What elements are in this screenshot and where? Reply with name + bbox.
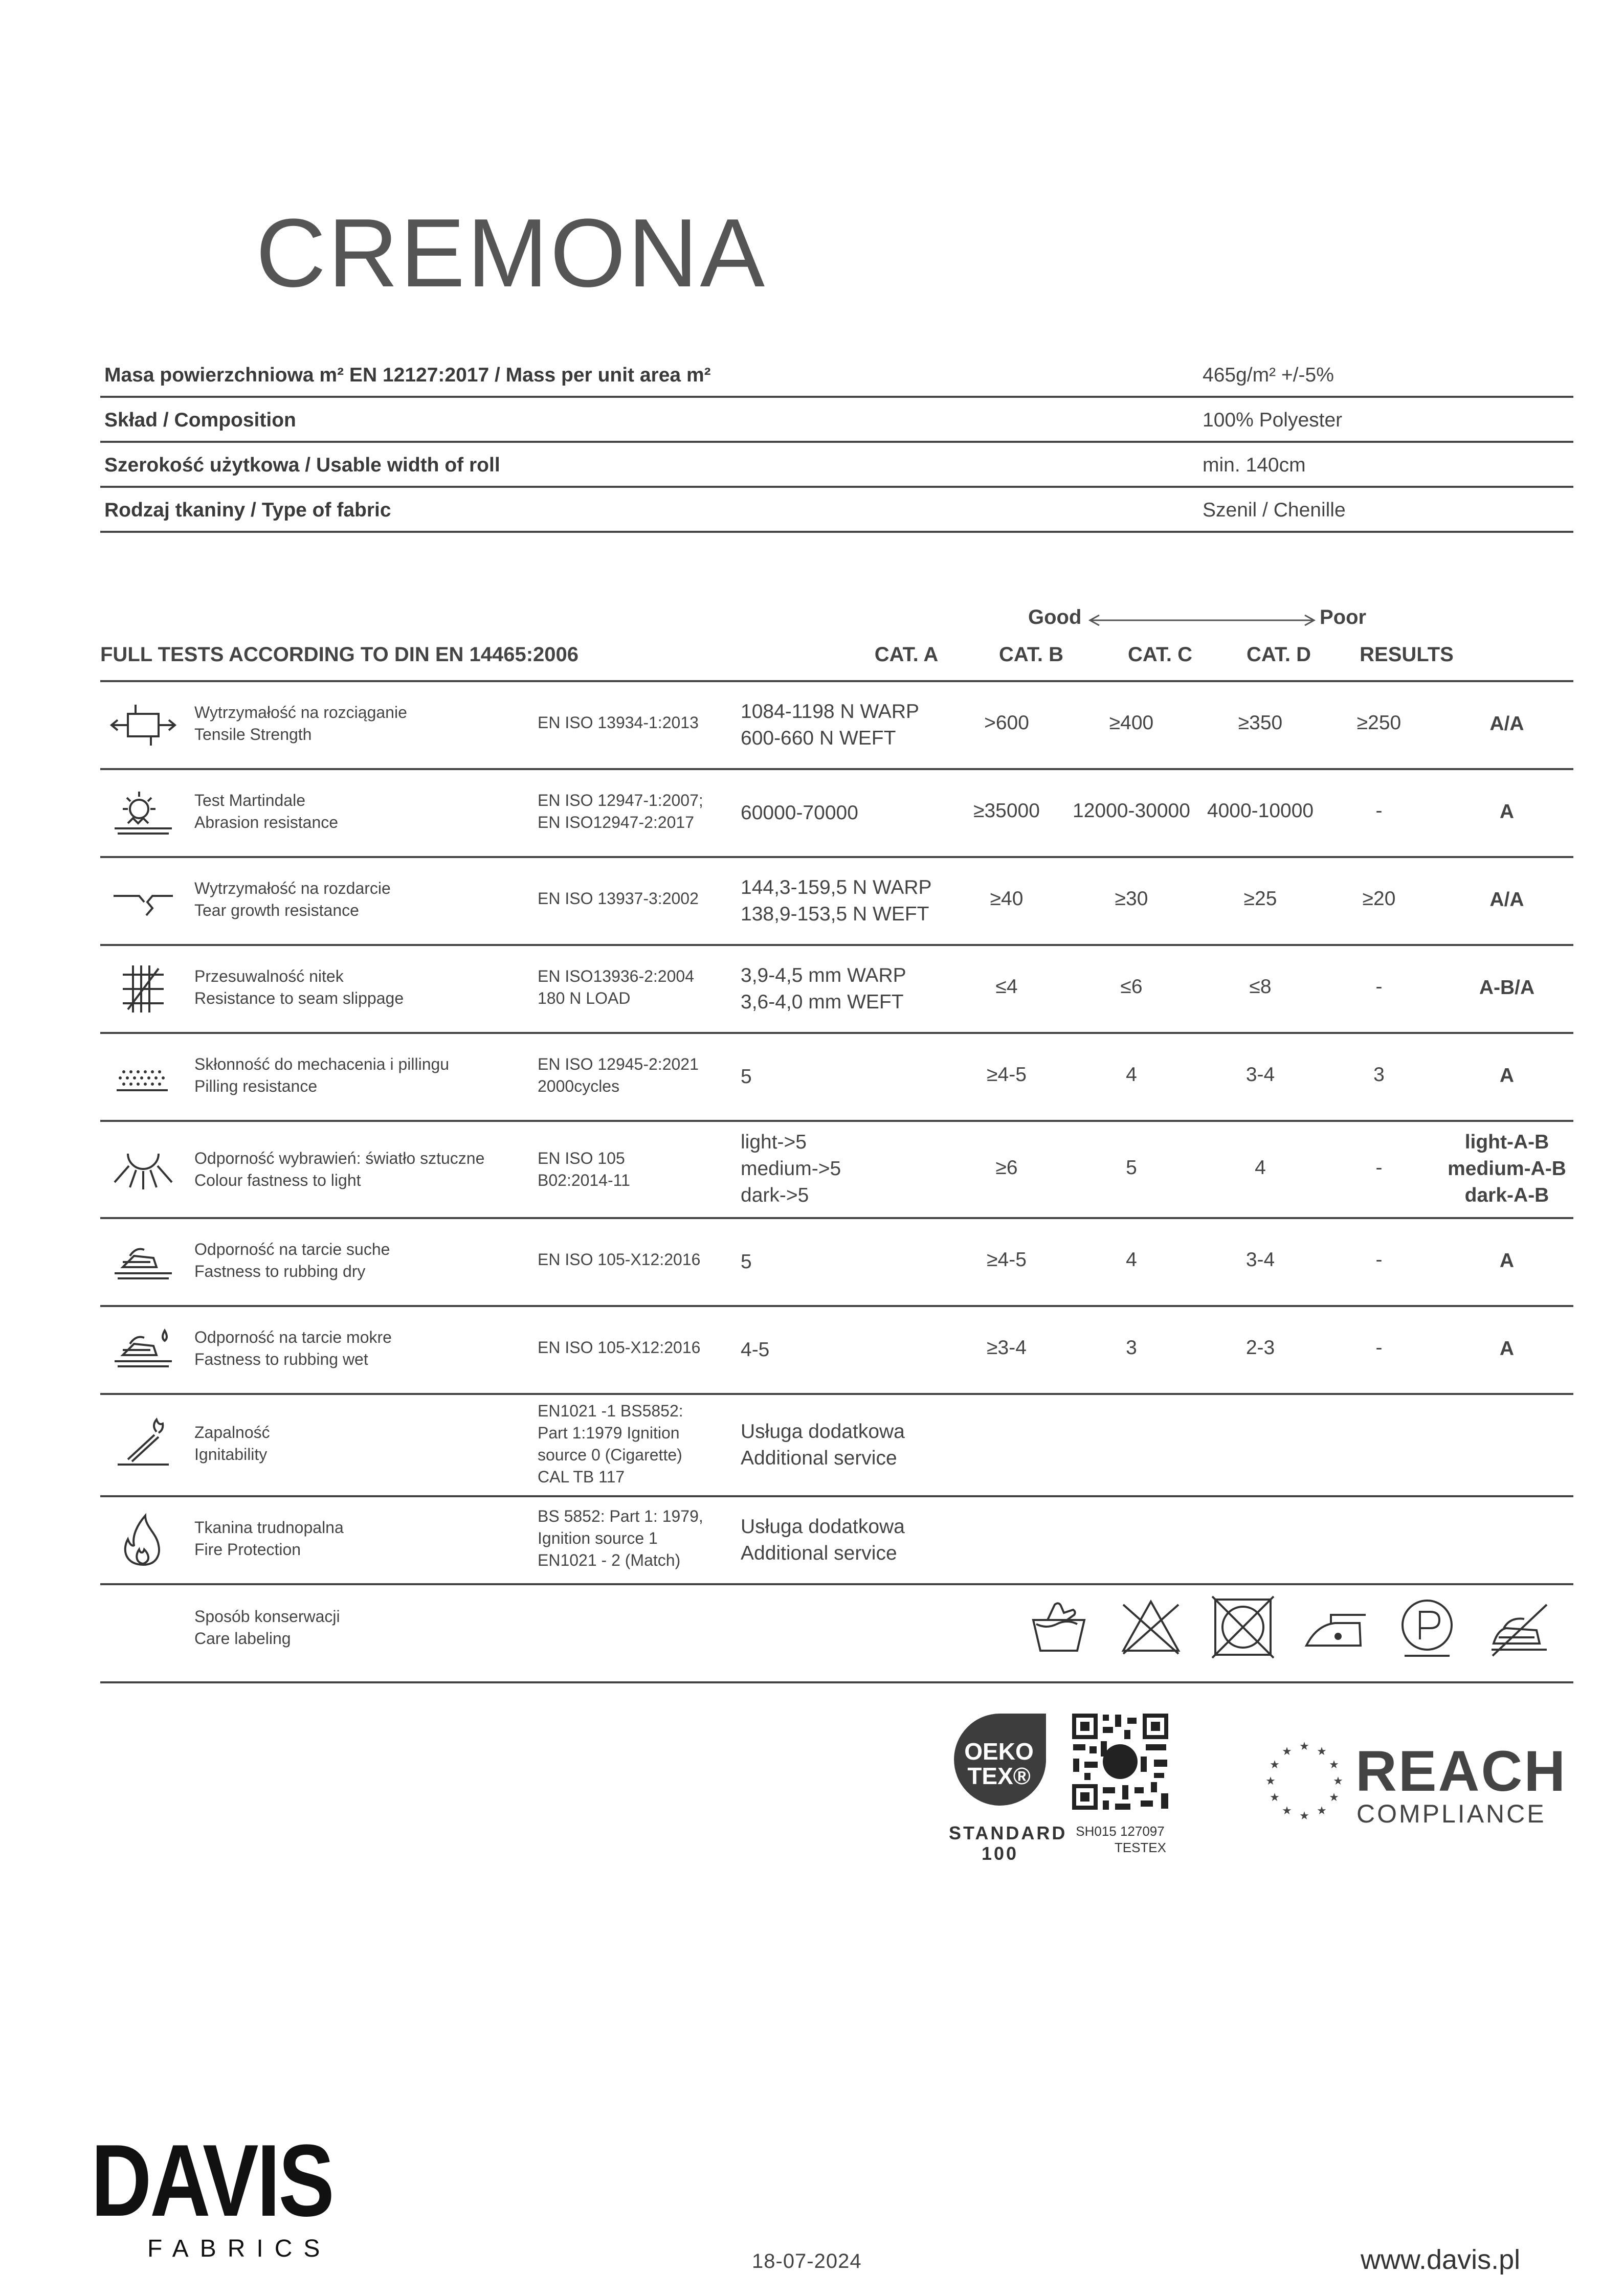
- result-value: A-B/A: [1479, 977, 1535, 999]
- test-result: Additional service: [741, 1542, 897, 1564]
- cat-d-value: -: [1375, 976, 1383, 998]
- tests-header-title: FULL TESTS ACCORDING TO DIN EN 14465:2006: [100, 643, 579, 666]
- spec-row: [100, 488, 1573, 533]
- spec-label: Rodzaj tkaniny / Type of fabric: [104, 499, 391, 521]
- oeko-line-2: TEX®: [967, 1763, 1031, 1789]
- svg-text:★: ★: [1329, 1791, 1339, 1804]
- svg-text:★: ★: [1317, 1805, 1327, 1817]
- test-norm: EN ISO 105-X12:2016: [538, 1338, 701, 1357]
- cat-a-value: ≥3-4: [987, 1337, 1027, 1359]
- test-name-en: Tensile Strength: [194, 725, 312, 744]
- cat-d-value: ≥250: [1356, 712, 1401, 734]
- cat-c-value: ≥25: [1243, 888, 1277, 910]
- spec-value: Szenil / Chenille: [1203, 499, 1346, 521]
- test-name-pl: Zapalność: [194, 1423, 270, 1442]
- spec-row: [100, 398, 1573, 443]
- spec-label: Szerokość użytkowa / Usable width of roll: [104, 454, 500, 476]
- cat-b-value: ≥30: [1115, 888, 1148, 910]
- cat-a-value: ≥4-5: [987, 1064, 1027, 1086]
- test-norm: Part 1:1979 Ignition: [538, 1424, 680, 1442]
- hand-wash-icon: [1023, 1594, 1095, 1661]
- test-norm: EN ISO13936-2:2004: [538, 967, 694, 985]
- test-row-rub-dry: [100, 1219, 1573, 1307]
- davis-logo: [91, 2124, 386, 2262]
- ignitability-icon: [107, 1413, 179, 1475]
- test-norm: EN ISO 105-X12:2016: [538, 1250, 701, 1269]
- test-norm: EN ISO 12945-2:2021: [538, 1055, 699, 1073]
- cat-c-value: 4: [1255, 1157, 1266, 1179]
- test-result: Usługa dodatkowa: [741, 1516, 905, 1538]
- test-name-en: Colour fastness to light: [194, 1171, 361, 1189]
- test-row-martindale: [100, 770, 1573, 858]
- spec-value: min. 140cm: [1203, 454, 1306, 476]
- cat-c-value: 3-4: [1245, 1249, 1275, 1271]
- result-value: light-A-B: [1464, 1131, 1549, 1153]
- header-results: RESULTS: [1360, 643, 1454, 666]
- spec-value: 465g/m² +/-5%: [1203, 364, 1334, 386]
- test-norm: CAL TB 117: [538, 1468, 625, 1486]
- test-result: 138,9-153,5 N WEFT: [741, 903, 929, 925]
- test-result: 3,6-4,0 mm WEFT: [741, 991, 904, 1013]
- spec-value: 100% Polyester: [1203, 409, 1343, 431]
- cat-d-value: 3: [1373, 1064, 1385, 1086]
- scale-poor-label: Poor: [1320, 606, 1367, 628]
- fire-icon: [107, 1510, 179, 1571]
- test-name-pl: Wytrzymałość na rozciąganie: [194, 703, 407, 722]
- result-value: A: [1499, 1065, 1515, 1087]
- test-norm: EN ISO 13934-1:2013: [538, 713, 699, 732]
- oeko-cert-number: SH015 127097: [1076, 1824, 1165, 1839]
- pilling-icon: [107, 1046, 179, 1108]
- header-cat-d: CAT. D: [1247, 643, 1311, 666]
- test-result: dark->5: [741, 1184, 809, 1206]
- care-name-pl: Sposób konserwacji: [194, 1607, 340, 1626]
- cat-a-value: ≥40: [990, 888, 1024, 910]
- test-name-en: Ignitability: [194, 1445, 268, 1464]
- dry-clean-p-icon: [1391, 1594, 1463, 1661]
- light-icon: [107, 1138, 179, 1200]
- scale-good-label: Good: [1028, 606, 1082, 628]
- test-result: 4-5: [741, 1339, 770, 1361]
- test-result: medium->5: [741, 1158, 841, 1180]
- cat-a-value: ≥35000: [973, 800, 1040, 822]
- result-value: A: [1499, 1250, 1515, 1272]
- result-value: A: [1499, 801, 1515, 823]
- test-row-tensile: [100, 682, 1573, 770]
- cat-d-value: -: [1375, 1157, 1383, 1179]
- test-norm: source 0 (Cigarette): [538, 1446, 682, 1464]
- test-name-en: Abrasion resistance: [194, 813, 339, 831]
- no-bleach-icon: [1115, 1594, 1187, 1661]
- test-result: 144,3-159,5 N WARP: [741, 876, 932, 898]
- result-value: dark-A-B: [1464, 1184, 1549, 1206]
- svg-text:★: ★: [1329, 1759, 1339, 1771]
- test-result: Usługa dodatkowa: [741, 1421, 905, 1443]
- rub-wet-icon: [107, 1319, 179, 1381]
- davis-brand: DAVIS: [91, 2124, 333, 2238]
- cat-b-value: 12000-30000: [1073, 800, 1190, 822]
- no-wet-clean-icon: [1483, 1594, 1555, 1661]
- spec-row: [100, 443, 1573, 488]
- martindale-icon: [107, 782, 179, 844]
- test-norm: B02:2014-11: [538, 1171, 630, 1189]
- test-row-seam: [100, 946, 1573, 1034]
- footer-date: 18-07-2024: [752, 2250, 862, 2272]
- test-row-pilling: [100, 1034, 1573, 1122]
- care-name-en: Care labeling: [194, 1629, 291, 1648]
- test-norm: EN ISO12947-2:2017: [538, 813, 694, 831]
- davis-brand-sub: FABRICS: [147, 2235, 331, 2262]
- svg-text:★: ★: [1282, 1805, 1292, 1817]
- cat-d-value: -: [1375, 1337, 1383, 1359]
- test-result: 5: [741, 1066, 752, 1088]
- eu-stars-icon: [1263, 1739, 1345, 1820]
- test-result: 5: [741, 1251, 752, 1273]
- cat-c-value: ≤8: [1249, 976, 1272, 998]
- cat-b-value: ≥400: [1109, 712, 1154, 734]
- cat-a-value: ≤4: [995, 976, 1018, 998]
- reach-subtitle: COMPLIANCE: [1356, 1799, 1546, 1828]
- svg-text:★: ★: [1282, 1745, 1292, 1758]
- no-tumble-dry-icon: [1207, 1594, 1279, 1661]
- oeko-institute: TESTEX: [1114, 1840, 1166, 1855]
- header-cat-b: CAT. B: [999, 643, 1063, 666]
- svg-text:★: ★: [1317, 1745, 1327, 1758]
- seam-icon: [107, 958, 179, 1020]
- cat-c-value: ≥350: [1238, 712, 1283, 734]
- reach-title: REACH: [1355, 1739, 1567, 1803]
- test-row-fire: [100, 1497, 1573, 1585]
- test-name-pl: Test Martindale: [194, 791, 305, 809]
- svg-text:★: ★: [1299, 1740, 1309, 1753]
- test-result: 3,9-4,5 mm WARP: [741, 964, 906, 986]
- qr-code-icon: [1069, 1710, 1171, 1813]
- test-name-pl: Skłonność do mechacenia i pillingu: [194, 1055, 450, 1073]
- svg-text:★: ★: [1333, 1775, 1343, 1788]
- test-name-en: Fastness to rubbing wet: [194, 1350, 368, 1368]
- test-name-en: Pilling resistance: [194, 1077, 318, 1095]
- result-value: A: [1499, 1338, 1515, 1360]
- spec-table: [100, 353, 1573, 533]
- cat-d-value: ≥20: [1362, 888, 1396, 910]
- cat-c-value: 4000-10000: [1207, 800, 1314, 822]
- oeko-standard: STANDARD: [949, 1822, 1067, 1843]
- cat-d-value: -: [1375, 1249, 1383, 1271]
- test-result: light->5: [741, 1131, 807, 1153]
- test-row-light: [100, 1122, 1573, 1219]
- spec-label: Skład / Composition: [104, 409, 296, 431]
- test-result: 1084-1198 N WARP: [741, 701, 920, 723]
- cat-b-value: ≤6: [1120, 976, 1143, 998]
- cat-b-value: 3: [1126, 1337, 1137, 1359]
- test-row-ignitability: [100, 1395, 1573, 1497]
- test-name-en: Fire Protection: [194, 1540, 301, 1559]
- tear-icon: [107, 870, 179, 932]
- cat-a-value: ≥4-5: [987, 1249, 1027, 1271]
- test-name-pl: Wytrzymałość na rozdarcie: [194, 879, 391, 897]
- cat-a-value: >600: [984, 712, 1029, 734]
- test-norm: BS 5852: Part 1: 1979,: [538, 1507, 703, 1525]
- oeko-standard-number: 100: [981, 1843, 1019, 1864]
- svg-text:★: ★: [1299, 1810, 1309, 1820]
- result-value: A/A: [1489, 713, 1524, 735]
- scale-arrow-icon: [1087, 613, 1317, 628]
- cat-c-value: 2-3: [1245, 1337, 1275, 1359]
- spec-row: [100, 353, 1573, 398]
- result-value: medium-A-B: [1448, 1158, 1566, 1180]
- cat-d-value: -: [1375, 800, 1383, 822]
- rub-dry-icon: [107, 1231, 179, 1293]
- header-cat-c: CAT. C: [1128, 643, 1192, 666]
- test-norm: 2000cycles: [538, 1077, 620, 1095]
- cat-b-value: 4: [1126, 1249, 1137, 1271]
- page-title: CREMONA: [256, 199, 767, 307]
- test-name-en: Fastness to rubbing dry: [194, 1262, 366, 1280]
- oeko-line-1: OEKO: [964, 1738, 1034, 1765]
- footer-url[interactable]: www.davis.pl: [1361, 2244, 1521, 2275]
- svg-text:★: ★: [1270, 1759, 1280, 1771]
- test-norm: 180 N LOAD: [538, 989, 631, 1007]
- test-result: 600-660 N WEFT: [741, 727, 896, 749]
- test-row-tear: [100, 858, 1573, 946]
- test-result: 60000-70000: [741, 802, 858, 824]
- test-name-pl: Odporność wybrawień: światło sztuczne: [194, 1149, 485, 1167]
- test-name-pl: Tkanina trudnopalna: [194, 1518, 344, 1537]
- test-row-rub-wet: [100, 1307, 1573, 1395]
- cat-b-value: 4: [1126, 1064, 1137, 1086]
- cat-a-value: ≥6: [995, 1157, 1018, 1179]
- svg-text:★: ★: [1265, 1775, 1276, 1788]
- cat-b-value: 5: [1126, 1157, 1137, 1179]
- result-value: A/A: [1489, 889, 1524, 911]
- header-cat-a: CAT. A: [874, 643, 939, 666]
- iron-low-icon: [1299, 1594, 1371, 1661]
- test-name-en: Tear growth resistance: [194, 901, 359, 919]
- test-name-pl: Odporność na tarcie mokre: [194, 1328, 392, 1346]
- test-name-pl: Odporność na tarcie suche: [194, 1240, 390, 1258]
- test-norm: Ignition source 1: [538, 1529, 658, 1547]
- test-name-pl: Przesuwalność nitek: [194, 967, 344, 985]
- cat-c-value: 3-4: [1245, 1064, 1275, 1086]
- test-norm: EN ISO 12947-1:2007;: [538, 791, 703, 809]
- tensile-icon: [107, 694, 179, 756]
- test-norm: EN1021 - 2 (Match): [538, 1551, 681, 1569]
- test-norm: EN ISO 13937-3:2002: [538, 889, 699, 908]
- svg-text:★: ★: [1270, 1791, 1280, 1804]
- test-norm: EN1021 -1 BS5852:: [538, 1402, 683, 1420]
- test-norm: EN ISO 105: [538, 1149, 625, 1167]
- spec-label: Masa powierzchniowa m² EN 12127:2017 / Mass per unit area m²: [104, 364, 711, 386]
- test-name-en: Resistance to seam slippage: [194, 989, 404, 1007]
- test-result: Additional service: [741, 1447, 897, 1469]
